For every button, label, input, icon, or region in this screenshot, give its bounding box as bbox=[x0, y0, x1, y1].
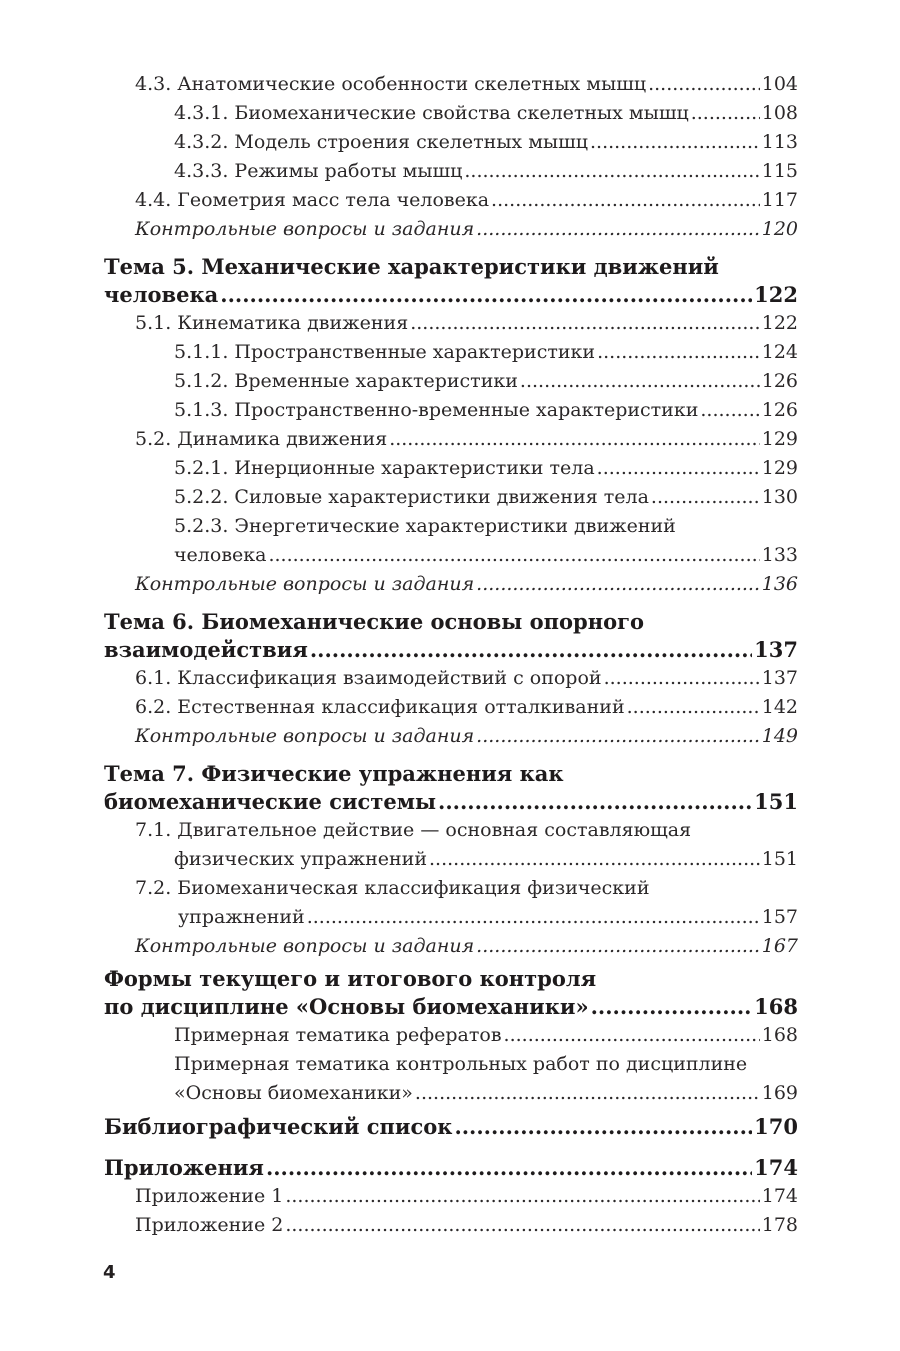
leader-dots bbox=[651, 483, 760, 512]
toc-entry-page: 168 bbox=[761, 1024, 798, 1046]
toc-entry-4-3-2 bbox=[174, 128, 798, 157]
toc-entry-page: 130 bbox=[761, 486, 798, 508]
toc-entry-title: 5.2.2. Силовые характеристики движения тела bbox=[174, 486, 649, 508]
leader-dots bbox=[220, 281, 752, 309]
toc-chapter-6 bbox=[104, 608, 798, 664]
toc-chapter-page: 122 bbox=[754, 282, 798, 307]
table-of-contents bbox=[104, 70, 798, 1240]
toc-entry-title: упражнений bbox=[178, 906, 305, 928]
toc-chapter-7 bbox=[104, 760, 798, 816]
toc-entry-page: 129 bbox=[761, 457, 798, 479]
toc-entry-title: 6.1. Классификация взаимодействий с опорой bbox=[135, 667, 602, 689]
toc-entry-title: 4.3.2. Модель строения скелетных мышц bbox=[174, 131, 588, 153]
leader-dots bbox=[476, 932, 760, 961]
toc-entry-title: 5.1.1. Пространственные характеристики bbox=[174, 341, 596, 363]
toc-entry-title: Приложение 1 bbox=[135, 1185, 284, 1207]
toc-entry-5-2 bbox=[135, 425, 798, 454]
toc-entry-title: 4.3.1. Биомеханические свойства скелетных мышц bbox=[174, 102, 689, 124]
toc-entry-page: 178 bbox=[761, 1214, 798, 1236]
toc-entry-questions-6 bbox=[135, 722, 798, 751]
leader-dots bbox=[266, 1154, 752, 1182]
toc-entry-4-3 bbox=[135, 70, 798, 99]
toc-chapter-page: 170 bbox=[754, 1114, 798, 1139]
toc-entry-page: 113 bbox=[761, 131, 798, 153]
leader-dots bbox=[627, 693, 760, 722]
toc-entry-page: 129 bbox=[761, 428, 798, 450]
leader-dots bbox=[438, 788, 752, 816]
toc-entry-5-2-1 bbox=[174, 454, 798, 483]
toc-entry-appendix-2 bbox=[135, 1211, 798, 1240]
toc-entry-title: 5.1.3. Пространственно-временные характеристики bbox=[174, 399, 699, 421]
leader-dots bbox=[476, 215, 760, 244]
toc-chapter-title-line: Тема 7. Физические упражнения как bbox=[104, 761, 564, 786]
toc-entry-5-1-1 bbox=[174, 338, 798, 367]
toc-entry-questions-4 bbox=[135, 215, 798, 244]
toc-chapter-page: 174 bbox=[754, 1155, 798, 1180]
toc-entry-page: 126 bbox=[761, 370, 798, 392]
toc-entry-appendix-1 bbox=[135, 1182, 798, 1211]
toc-entry-page: 115 bbox=[761, 160, 798, 182]
leader-dots bbox=[268, 541, 759, 570]
toc-chapter-title-line: Тема 5. Механические характеристики движений bbox=[104, 254, 719, 279]
toc-entry-5-1-2 bbox=[174, 367, 798, 396]
toc-entry-title: Контрольные вопросы и задания bbox=[135, 218, 475, 240]
toc-entry-4-3-3 bbox=[174, 157, 798, 186]
toc-entry-title: 5.1. Кинематика движения bbox=[135, 312, 409, 334]
toc-entry-page: 149 bbox=[761, 725, 798, 747]
toc-entry-title: Контрольные вопросы и задания bbox=[135, 725, 475, 747]
toc-entry-tests bbox=[174, 1079, 798, 1108]
leader-dots bbox=[454, 1113, 752, 1141]
toc-entry-page: 174 bbox=[761, 1185, 798, 1207]
toc-entry-questions-7 bbox=[135, 932, 798, 961]
toc-entry-title: 6.2. Естественная классификация отталкиваний bbox=[135, 696, 625, 718]
leader-dots bbox=[285, 1211, 759, 1240]
toc-chapter-page: 137 bbox=[754, 637, 798, 662]
toc-entry-page: 142 bbox=[761, 696, 798, 718]
toc-entry-5-2-2 bbox=[174, 483, 798, 512]
toc-entry-6-2 bbox=[135, 693, 798, 722]
toc-chapter-title-line: биомеханические системы bbox=[104, 789, 437, 814]
toc-entry-page: 133 bbox=[761, 544, 798, 566]
toc-entry-6-1 bbox=[135, 664, 798, 693]
leader-dots bbox=[389, 425, 760, 454]
toc-entry-page: 117 bbox=[761, 189, 798, 211]
toc-chapter-title-line: Библиографический список bbox=[104, 1114, 453, 1139]
toc-entry-7-2-line1: 7.2. Биомеханическая классификация физический bbox=[135, 877, 650, 899]
toc-chapter-forms bbox=[104, 965, 798, 1021]
leader-dots bbox=[597, 338, 760, 367]
toc-entry-page: 169 bbox=[761, 1082, 798, 1104]
toc-chapter-5 bbox=[104, 253, 798, 309]
toc-entry-title: 5.2.1. Инерционные характеристики тела bbox=[174, 457, 595, 479]
toc-entry-title: 4.3. Анатомические особенности скелетных мышц bbox=[135, 73, 647, 95]
leader-dots bbox=[307, 903, 760, 932]
toc-entry-7-2 bbox=[174, 903, 798, 932]
toc-chapter-page: 151 bbox=[754, 789, 798, 814]
toc-entry-title: 5.1.2. Временные характеристики bbox=[174, 370, 518, 392]
toc-entry-7-1 bbox=[174, 845, 798, 874]
leader-dots bbox=[285, 1182, 759, 1211]
toc-chapter-title-line: человека bbox=[104, 282, 219, 307]
toc-entry-page: 151 bbox=[761, 848, 798, 870]
toc-entry-4-4 bbox=[135, 186, 798, 215]
leader-dots bbox=[604, 664, 760, 693]
toc-entry-4-3-1 bbox=[174, 99, 798, 128]
leader-dots bbox=[597, 454, 760, 483]
toc-entry-page: 108 bbox=[761, 102, 798, 124]
page-number: 4 bbox=[103, 1262, 116, 1283]
toc-chapter-bibliography bbox=[104, 1113, 798, 1141]
toc-entry-page: 122 bbox=[761, 312, 798, 334]
toc-entry-page: 104 bbox=[761, 73, 798, 95]
leader-dots bbox=[691, 99, 760, 128]
toc-entry-page: 157 bbox=[761, 906, 798, 928]
toc-entry-title: Приложение 2 bbox=[135, 1214, 284, 1236]
toc-entry-5-2-3-line1: 5.2.3. Энергетические характеристики движений bbox=[174, 515, 676, 537]
toc-entry-title: человека bbox=[174, 544, 267, 566]
leader-dots bbox=[520, 367, 760, 396]
leader-dots bbox=[648, 70, 760, 99]
toc-entry-5-2-3 bbox=[174, 541, 798, 570]
toc-entry-title: 4.3.3. Режимы работы мышц bbox=[174, 160, 463, 182]
toc-chapter-appendices bbox=[104, 1154, 798, 1182]
leader-dots bbox=[700, 396, 759, 425]
leader-dots bbox=[310, 636, 752, 664]
leader-dots bbox=[476, 722, 760, 751]
toc-entry-page: 167 bbox=[761, 935, 798, 957]
toc-entry-title: 4.4. Геометрия масс тела человека bbox=[135, 189, 490, 211]
toc-entry-page: 120 bbox=[761, 218, 798, 240]
toc-entry-title: «Основы биомеханики» bbox=[174, 1082, 413, 1104]
toc-entry-page: 136 bbox=[761, 573, 798, 595]
leader-dots bbox=[591, 993, 753, 1021]
toc-entry-title: Контрольные вопросы и задания bbox=[135, 935, 475, 957]
toc-chapter-title-line: Тема 6. Биомеханические основы опорного bbox=[104, 609, 644, 634]
leader-dots bbox=[429, 845, 760, 874]
leader-dots bbox=[410, 309, 760, 338]
toc-entry-page: 124 bbox=[761, 341, 798, 363]
toc-entry-5-1 bbox=[135, 309, 798, 338]
toc-entry-title: Контрольные вопросы и задания bbox=[135, 573, 475, 595]
leader-dots bbox=[464, 157, 759, 186]
leader-dots bbox=[590, 128, 760, 157]
toc-chapter-title-line: взаимодействия bbox=[104, 637, 308, 662]
toc-chapter-title-line: по дисциплине «Основы биомеханики» bbox=[104, 994, 589, 1019]
toc-entry-5-1-3 bbox=[174, 396, 798, 425]
leader-dots bbox=[504, 1021, 760, 1050]
toc-entry-title: Примерная тематика рефератов bbox=[174, 1024, 502, 1046]
leader-dots bbox=[415, 1079, 760, 1108]
toc-entry-questions-5 bbox=[135, 570, 798, 599]
leader-dots bbox=[491, 186, 760, 215]
leader-dots bbox=[476, 570, 760, 599]
toc-entry-7-1-line1: 7.1. Двигательное действие — основная составляющая bbox=[135, 819, 692, 841]
toc-chapter-title-line: Приложения bbox=[104, 1155, 264, 1180]
toc-entry-title: 5.2. Динамика движения bbox=[135, 428, 388, 450]
toc-entry-page: 137 bbox=[761, 667, 798, 689]
toc-entry-title: физических упражнений bbox=[174, 848, 428, 870]
toc-entry-essays bbox=[174, 1021, 798, 1050]
toc-entry-page: 126 bbox=[761, 399, 798, 421]
toc-entry-tests-line1: Примерная тематика контрольных работ по дисциплине bbox=[174, 1053, 748, 1075]
toc-chapter-title-line: Формы текущего и итогового контроля bbox=[104, 966, 597, 991]
toc-chapter-page: 168 bbox=[754, 994, 798, 1019]
